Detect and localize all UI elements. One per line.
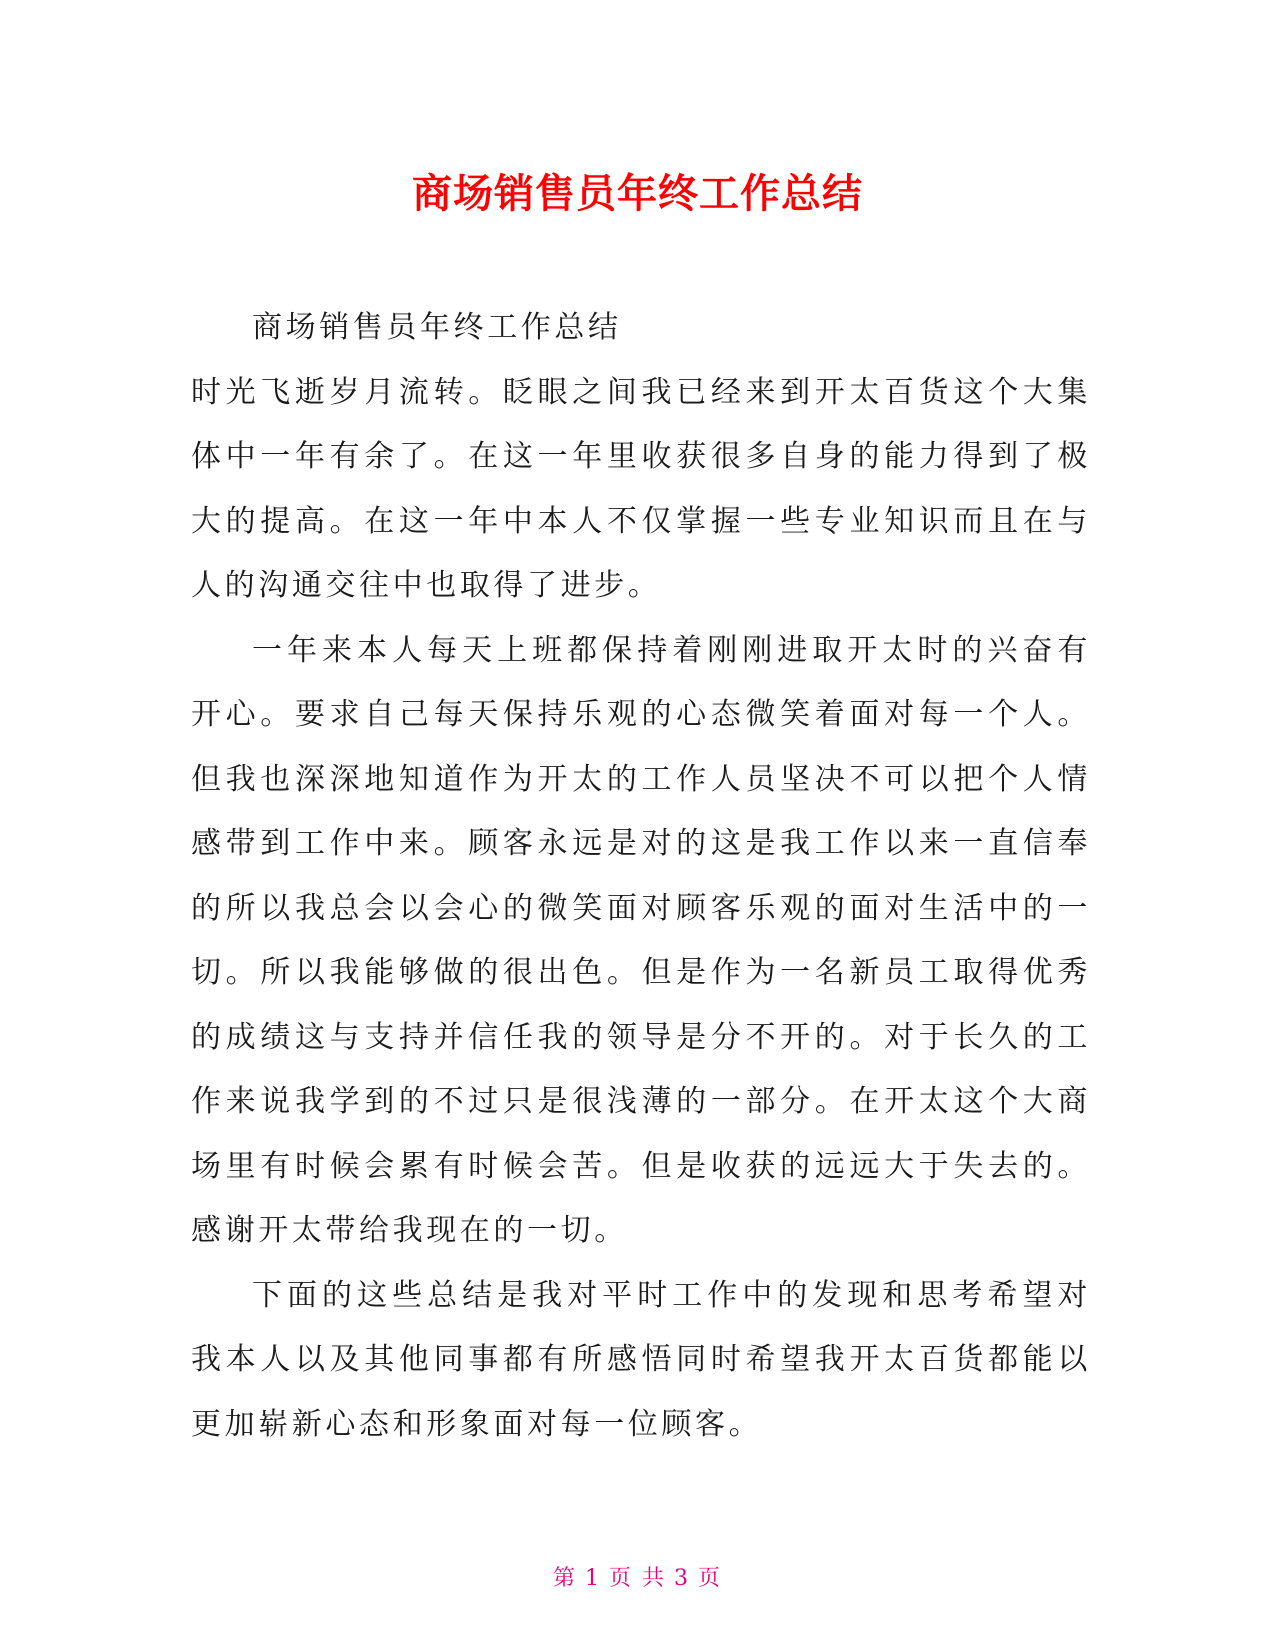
footer-total-pages: 3	[674, 1566, 690, 1591]
paragraph-1: 时光飞逝岁月流转。眨眼之间我已经来到开太百货这个大集体中一年有余了。在这一年里收获很多自身的能力得到了极大的提高。在这一年中本人不仅掌握一些专业知识而且在与人的沟通交往中也取得了进步。	[191, 374, 1091, 603]
footer-middle: 页 共	[609, 1566, 666, 1591]
footer-suffix: 页	[698, 1566, 723, 1591]
page-footer	[0, 1564, 1275, 1594]
body-subtitle: 商场销售员年终工作总结	[252, 310, 622, 345]
paragraph-2: 一年来本人每天上班都保持着刚刚进取开太时的兴奋有开心。要求自己每天保持乐观的心态微笑着面对每一个人。但我也深深地知道作为开太的工作人员坚决不可以把个人情感带到工作中来。顾客永远是对的这是我工作以来一直信奉的所以我总会以会心的微笑面对顾客乐观的面对生活中的一切。所以我能够做的很出色。但是作为一名新员工取得优秀的成绩这与支持并信任我的领导是分不开的。对于长久的工作来说我学到的不过只是很浅薄的一部分。在开太这个大商场里有时候会累有时候会苦。但是收获的远远大于失去的。感谢开太带给我现在的一切。	[191, 632, 1091, 1248]
document-body	[191, 296, 1091, 1457]
document-title: 商场销售员年终工作总结	[412, 171, 863, 217]
footer-page-number: 1	[585, 1566, 601, 1591]
paragraph-3: 下面的这些总结是我对平时工作中的发现和思考希望对我本人以及其他同事都有所感悟同时希望我开太百货都能以更加崭新心态和形象面对每一位顾客。	[191, 1277, 1091, 1442]
footer-prefix: 第	[552, 1566, 577, 1591]
